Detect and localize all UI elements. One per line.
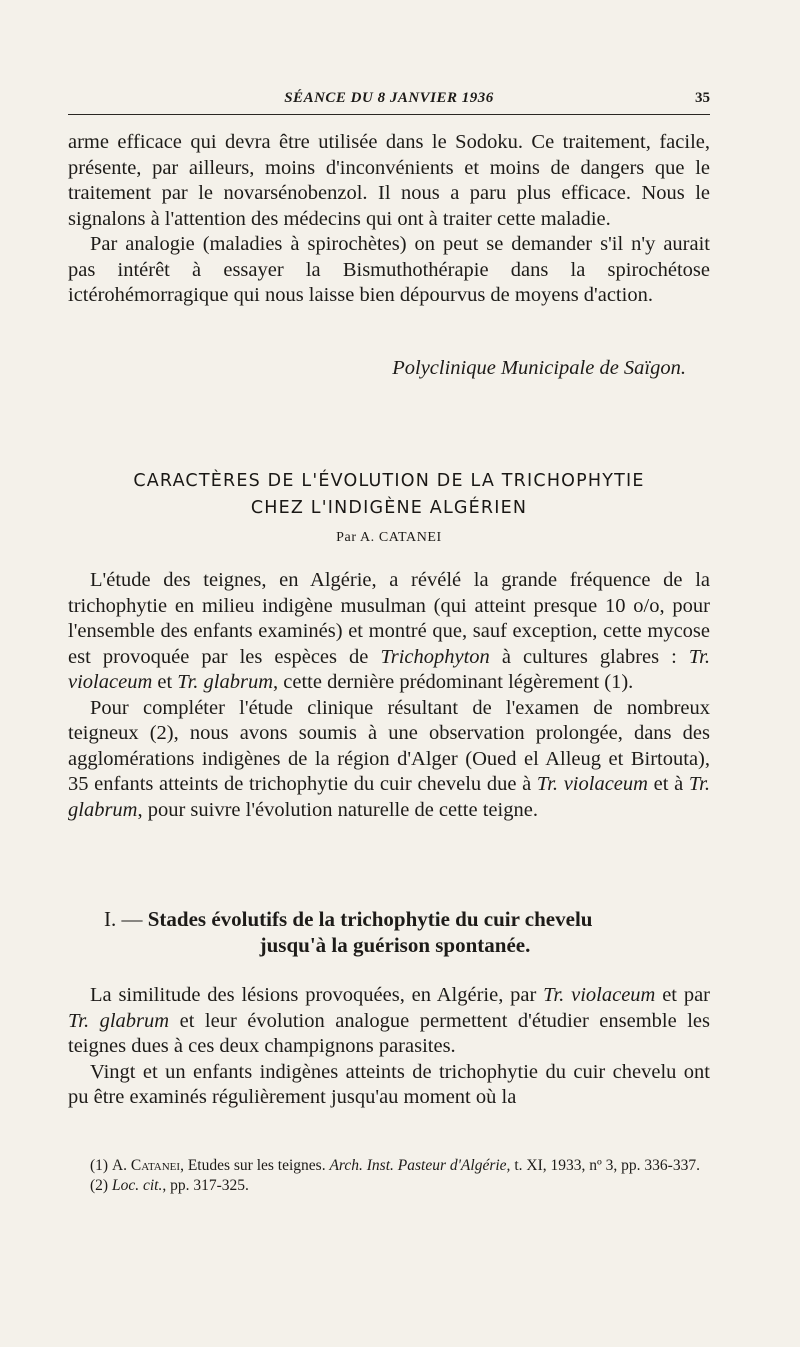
text-run: Pour compléter l'étude clinique résultant de l'examen de nombreux teigneux (2), nous avons soumis à une observation prolongée, dans des agglomérations indigènes de la région d'Alger (Oued el Alleug et Birtouta), 35 enfants atteints de trichophytie du cuir chevelu due à	[68, 696, 710, 795]
paragraph	[68, 568, 710, 696]
paragraph: Vingt et un enfants indigènes atteints de trichophytie du cuir chevelu ont pu être examinés régulièrement jusqu'au moment où la	[68, 1060, 710, 1108]
text-run: et leur évolution analogue permettent d'étudier ensemble les teignes dues à ces deux champignons parasites.	[68, 1009, 710, 1057]
footnotes	[68, 1156, 710, 1195]
section-body	[68, 983, 710, 1111]
footnote	[68, 1176, 710, 1196]
text-run: et à	[647, 773, 689, 795]
text-run: Tr. glabrum	[68, 1009, 170, 1032]
paragraph	[68, 983, 710, 1060]
text-run: , cette dernière prédominant légèrement (1).	[273, 671, 634, 693]
paragraph	[68, 696, 710, 824]
running-title: SÉANCE DU 8 JANVIER 1936	[284, 90, 494, 106]
text-run: , pour suivre l'évolution naturelle de cette teigne.	[137, 798, 538, 821]
text-run: Tr. glabrum	[68, 773, 710, 821]
text-run: L'étude des teignes, en Algérie, a révélé la grande fréquence de la trichophytie en milieu indigène musulman (qui atteint presque 10 o/o, pour l'ensemble des enfants examinés) et montré que, sauf exception, cette mycose est provoquée par les espèces de	[68, 569, 710, 668]
text-run: t. XI, 1933, nº 3, pp. 336-337.	[510, 1157, 700, 1174]
signature: Polyclinique Municipale de Saïgon.	[392, 357, 686, 379]
article-title-line: CARACTÈRES DE L'ÉVOLUTION DE LA TRICHOPHYTIE	[133, 471, 645, 491]
text-run: Tr. glabrum	[177, 671, 274, 693]
section-number: I. —	[104, 907, 143, 931]
footnote-journal: Arch. Inst. Pasteur d'Algérie,	[329, 1157, 511, 1174]
paragraph: arme efficace qui devra être utilisée dans le Sodoku. Ce traitement, facile, présente, par ailleurs, moins d'inconvénients et moins de dangers que le traitement par le novarsénobenzol. Il nous a paru plus efficace. Nous le signalons à l'attention des médecins qui ont à traiter cette maladie.	[68, 131, 710, 230]
continued-text	[68, 130, 710, 309]
text-run: Tr. violaceum	[536, 773, 648, 795]
section-title: Stades évolutifs de la trichophytie du cuir chevelu	[147, 907, 593, 931]
text-run: , pp. 317-325.	[162, 1176, 249, 1194]
paragraph: Par analogie (maladies à spirochètes) on peut se demander s'il n'y aurait pas intérêt à essayer la Bismuthothérapie dans la spirochétose ictérohémorragique qui nous laisse bien dépourvus de moyens d'action.	[68, 233, 710, 306]
section-heading-line: jusqu'à la guérison spontanée.	[259, 933, 531, 957]
text-run: à cultures glabres :	[489, 645, 689, 668]
article-title-line: CHEZ L'INDIGÈNE ALGÉRIEN	[250, 498, 528, 518]
footnote-author: A. Catanei	[111, 1157, 181, 1174]
section-heading-line	[68, 906, 710, 932]
text-run: Trichophyton	[380, 645, 490, 668]
text-run: Tr. violaceum	[68, 645, 710, 693]
footnote-marker: (1)	[90, 1157, 109, 1174]
footnote-ref: Loc. cit.	[111, 1176, 163, 1194]
text-run: , Etudes sur les teignes.	[180, 1157, 330, 1174]
footnote	[68, 1156, 710, 1176]
text-run: et par	[655, 984, 710, 1006]
article-title	[68, 468, 710, 522]
section-heading	[68, 906, 710, 958]
article-intro	[68, 568, 710, 823]
running-header	[68, 88, 710, 115]
text-run: Tr. violaceum	[543, 984, 656, 1006]
page-number: 35	[695, 90, 710, 106]
text-run: et	[152, 671, 178, 693]
text-run: La similitude des lésions provoquées, en Algérie, par	[90, 984, 544, 1006]
footnote-marker: (2)	[90, 1176, 109, 1194]
byline: Par A. CATANEI	[336, 530, 442, 545]
